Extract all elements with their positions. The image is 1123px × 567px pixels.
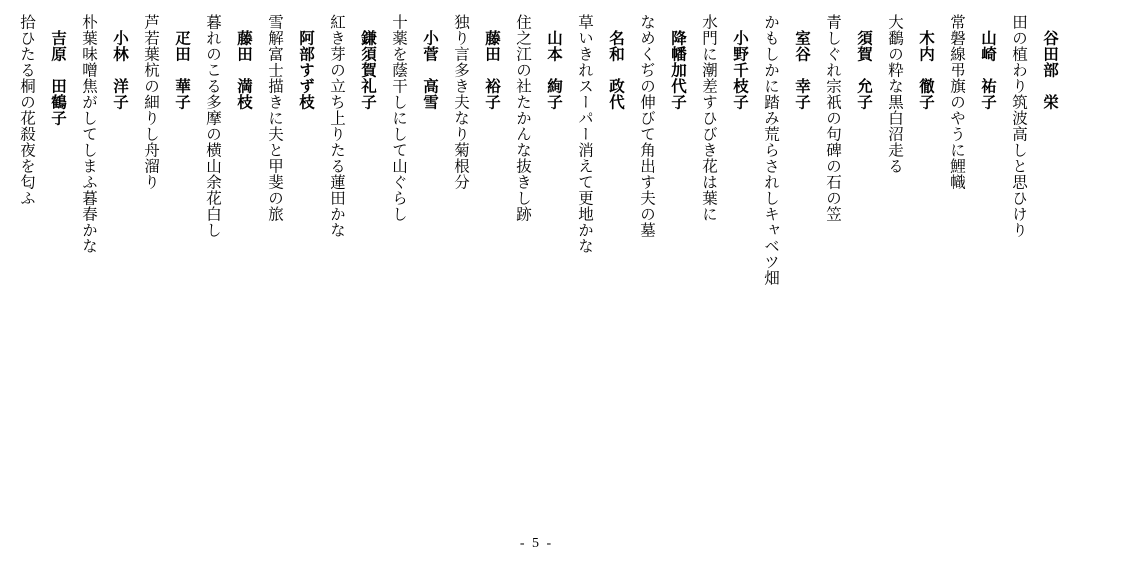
author-name: 藤田 満枝 [235,30,253,110]
haiku-text: 青しぐれ宗祇の句碑の石の笠 [824,14,842,222]
author-name: 疋田 華子 [173,30,191,110]
haiku-entry [255,14,317,222]
haiku-text: 大鷭の粋な黒白沼走る [886,14,904,174]
haiku-entry [751,14,813,286]
haiku-entry [193,14,255,238]
author-name: 室谷 幸子 [793,30,811,110]
haiku-text: 紅き芽の立ち上りたる蓮田かな [328,14,346,238]
haiku-entry [999,14,1061,238]
haiku-entry [565,14,627,254]
author-name: 小林 洋子 [111,30,129,110]
author-name: 藤田 裕子 [483,30,501,110]
haiku-entry [627,14,689,238]
author-name: 須賀 允子 [855,30,873,110]
author-name: 谷田部 栄 [1041,30,1059,110]
author-name: 山本 絢子 [545,30,563,110]
haiku-entry [937,14,999,190]
haiku-text: 常磐線弔旗のやうに鯉幟 [948,14,966,190]
haiku-text: 十薬を蔭干しにして山ぐらし [390,14,408,222]
author-name: 鎌須賀礼子 [359,30,377,110]
author-name: 降幡加代子 [669,30,687,110]
author-name: 阿部すず枝 [297,30,315,110]
author-name: 吉原 田鶴子 [49,30,67,126]
haiku-text: 草いきれスーパー消えて更地かな [576,14,594,254]
author-name: 小菅 高雪 [421,30,439,110]
haiku-text: 水門に潮差すひびき花は葉に [700,14,718,222]
haiku-text: 暮れのこる多摩の横山余花白し [204,14,222,238]
haiku-entry [317,14,379,238]
author-name: 名和 政代 [607,30,625,110]
haiku-entry [379,14,441,222]
haiku-entry [441,14,503,190]
haiku-text: 芦若葉杭の細りし舟溜り [142,14,160,190]
haiku-entry [69,14,131,254]
haiku-text: 拾ひたる桐の花殺夜を匂ふ [18,14,36,206]
haiku-entry [503,14,565,222]
haiku-text: 雪解富士描きに夫と甲斐の旅 [266,14,284,222]
author-name: 木内 徹子 [917,30,935,110]
haiku-entry [131,14,193,190]
author-name: 小野千枝子 [731,30,749,110]
haiku-text: なめくぢの伸びて角出す夫の墓 [638,14,656,238]
haiku-list [7,14,1061,514]
haiku-text: 朴葉味噌焦がしてしまふ暮春かな [80,14,98,254]
haiku-text: かもしかに踏み荒らされしキャベツ畑 [762,14,780,286]
haiku-text: 独り言多き夫なり菊根分 [452,14,470,190]
haiku-entry [7,14,69,206]
haiku-text: 田の植わり筑波高しと思ひけり [1010,14,1028,238]
haiku-text: 住之江の社たかんな抜きし跡 [514,14,532,222]
haiku-entry [813,14,875,222]
haiku-entry [689,14,751,222]
page-number: - 5 - [519,536,554,551]
haiku-entry [875,14,937,174]
author-name: 山崎 祐子 [979,30,997,110]
